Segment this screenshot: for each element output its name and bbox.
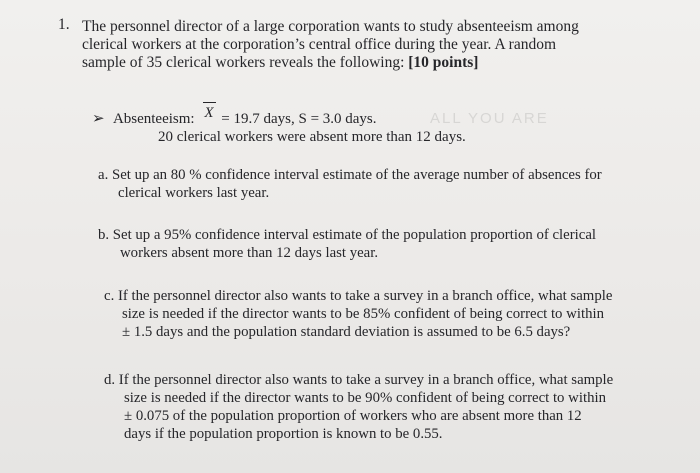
intro-line-2: clerical workers at the corporation’s central office during the year. A random bbox=[82, 36, 557, 53]
points-label: [10 points] bbox=[408, 54, 479, 71]
intro-line-3 bbox=[82, 54, 478, 72]
part-b-line-1: b. Set up a 95% confidence interval estimate of the population proportion of clerical bbox=[98, 227, 597, 243]
absenteeism-label: Absenteeism: bbox=[112, 111, 195, 127]
part-d-line-3: ± 0.075 of the population proportion of workers who are absent more than 12 bbox=[124, 408, 582, 424]
part-c-line-2: size is needed if the director wants to be 85% confident of being correct to within bbox=[122, 306, 604, 322]
part-d-line-2: size is needed if the director wants to be 90% confident of being correct to within bbox=[124, 390, 606, 406]
part-c-line-1: c. If the personnel director also wants to take a survey in a branch office, what sample bbox=[104, 288, 613, 304]
question-number: 1. bbox=[58, 16, 70, 33]
absenteeism-row bbox=[92, 105, 377, 128]
part-d-line-4: days if the population proportion is known to be 0.55. bbox=[124, 426, 443, 442]
intro-line-3-text: sample of 35 clerical workers reveals the following: bbox=[82, 54, 409, 71]
part-b-line-2: workers absent more than 12 days last year. bbox=[120, 245, 379, 261]
absent-count-line: 20 clerical workers were absent more than 12 days. bbox=[158, 129, 466, 145]
part-c-line-3: ± 1.5 days and the population standard deviation is assumed to be 6.5 days? bbox=[122, 324, 571, 340]
part-a-line-2: clerical workers last year. bbox=[118, 185, 270, 201]
part-d-line-1: d. If the personnel director also wants to take a survey in a branch office, what sample bbox=[104, 372, 614, 388]
faint-watermark: ALL YOU ARE bbox=[430, 110, 549, 127]
intro-line-1: The personnel director of a large corporation wants to study absenteeism among bbox=[82, 18, 579, 35]
x-bar-symbol: X bbox=[204, 105, 214, 121]
arrow-bullet-icon: ➢ bbox=[92, 111, 105, 127]
absenteeism-stats: = 19.7 days, S = 3.0 days. bbox=[221, 111, 377, 127]
part-a-line-1: a. Set up an 80 % confidence interval estimate of the average number of absences for bbox=[98, 167, 602, 183]
